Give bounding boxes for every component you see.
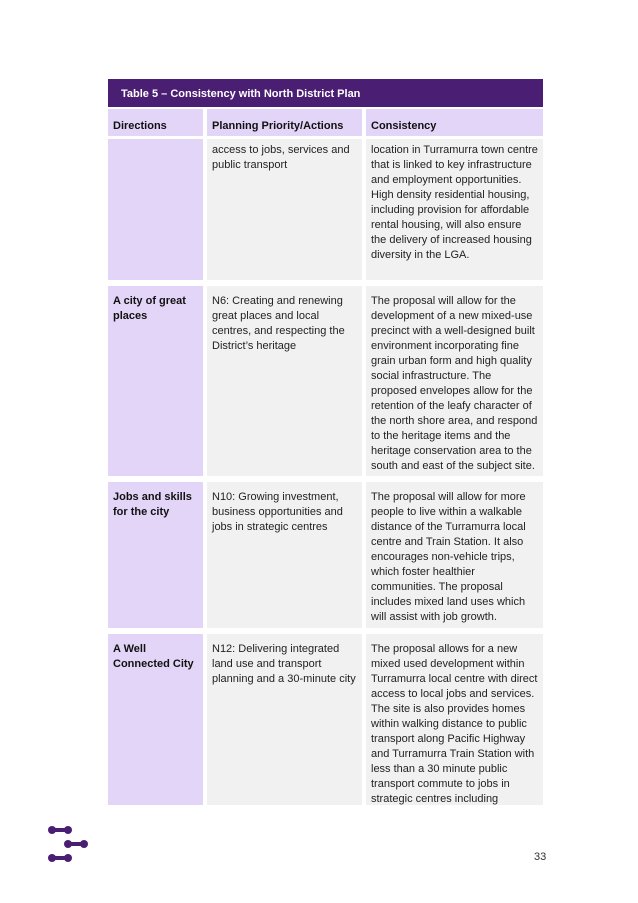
row-2-priority: N10: Growing investment, business opportunities and jobs in strategic centres: [207, 482, 362, 628]
row-3-priority: N12: Delivering integrated land use and transport planning and a 30-minute city: [207, 634, 362, 805]
row-3-consistency: The proposal allows for a new mixed used development within Turramurra local centre with direct access to local jobs and services. The site is also provides homes within walking distance to public transport along Pacific Highway and Turramurra Train Station with less than a 30 minute public transport commute to jobs in strategic centres including: [366, 634, 543, 805]
header-consistency: Consistency: [366, 109, 543, 136]
consistency-table: [108, 79, 543, 805]
header-planning-priority: Planning Priority/Actions: [207, 109, 362, 136]
row-0-priority: access to jobs, services and public transport: [207, 139, 362, 280]
row-2-direction: Jobs and skills for the city: [108, 482, 203, 628]
row-1-consistency: The proposal will allow for the development of a new mixed-use precinct with a well-designed built environment incorporating fine grain urban form and high quality social infrastructure. The proposed envelopes allow for the retention of the leafy character of the north shore area, and respond to the heritage items and the heritage conservation area to the south and east of the subject site.: [366, 286, 543, 476]
page-number: 33: [534, 851, 547, 863]
row-0-direction: [108, 139, 203, 280]
table-caption: Table 5 – Consistency with North District Plan: [108, 79, 543, 107]
row-1-priority: N6: Creating and renewing great places and local centres, and respecting the District’s heritage: [207, 286, 362, 476]
row-2-consistency: The proposal will allow for more people to live within a walkable distance of the Turramurra local centre and Train Station. It also encourages non-vehicle trips, which foster healthier communities. The proposal includes mixed land uses which will assist with job growth.: [366, 482, 543, 628]
brand-logo-icon: [46, 825, 90, 865]
row-1-direction: A city of great places: [108, 286, 203, 476]
header-directions: Directions: [108, 109, 203, 136]
row-0-consistency: location in Turramurra town centre that is linked to key infrastructure and employment opportunities. High density residential housing, including provision for affordable rental housing, will also ensure the delivery of increased housing diversity in the LGA.: [366, 139, 543, 280]
table-grid: [108, 109, 543, 805]
row-3-direction: A Well Connected City: [108, 634, 203, 805]
